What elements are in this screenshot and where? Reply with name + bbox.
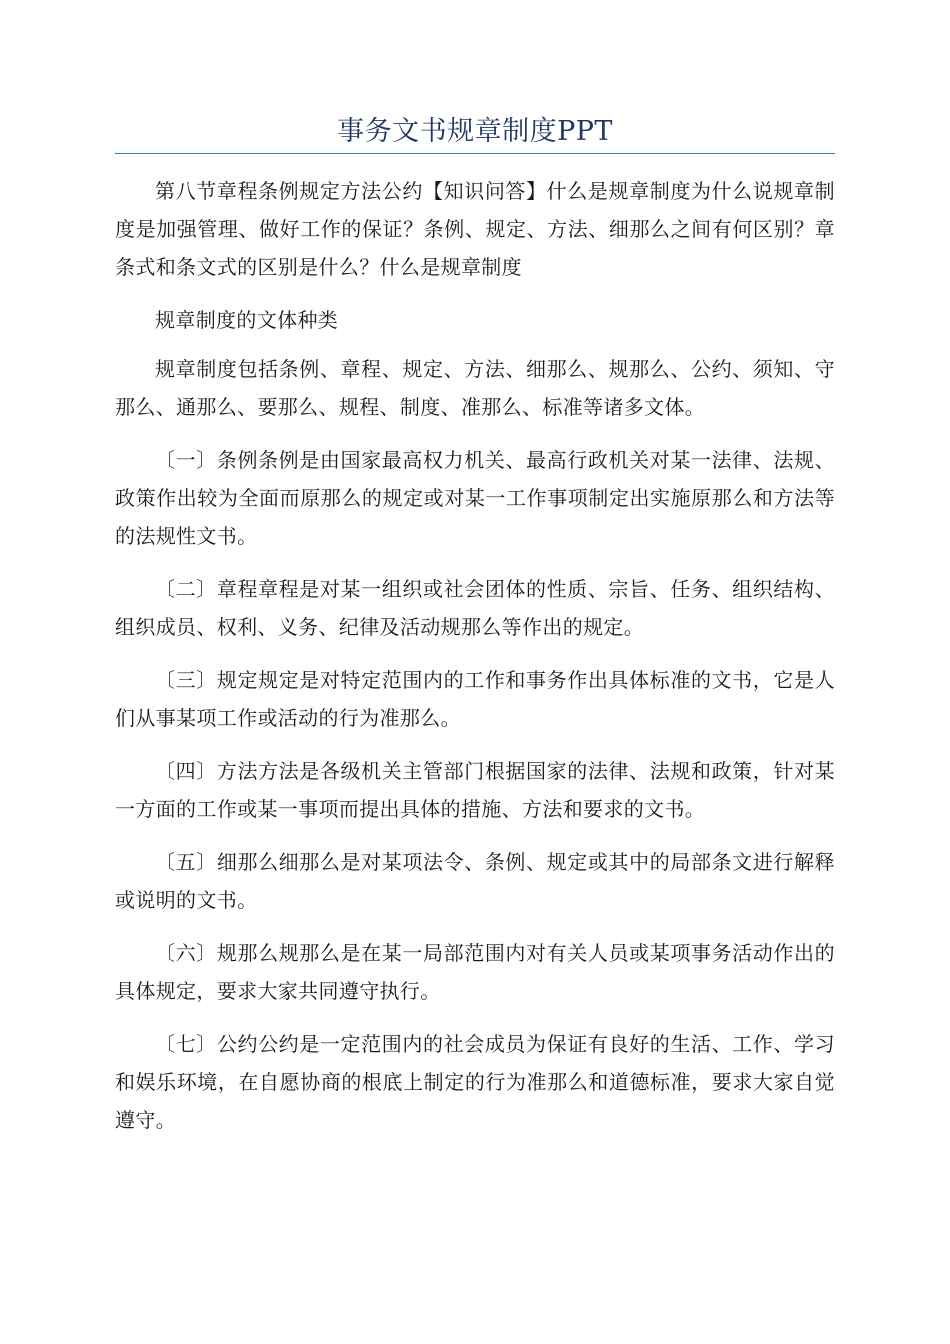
paragraph-provisions: 〔三〕规定规定是对特定范围内的工作和事务作出具体标准的文书，它是人们从事某项工作或活动的行为准那么。: [115, 668, 835, 730]
paragraph-heading-types: 规章制度的文体种类: [155, 308, 339, 332]
paragraph-detailed-rules: 〔五〕细那么细那么是对某项法令、条例、规定或其中的局部条文进行解释或说明的文书。: [115, 850, 835, 912]
paragraph-charter: 〔二〕章程章程是对某一组织或社会团体的性质、宗旨、任务、组织结构、组织成员、权利、义务、纪律及活动规那么等作出的规定。: [115, 577, 835, 639]
document-body: [115, 172, 835, 1154]
page-title: 事务文书规章制度PPT: [337, 116, 613, 147]
paragraph-conventions: 〔七〕公约公约是一定范围内的社会成员为保证有良好的生活、工作、学习和娱乐环境，在自愿协商的根底上制定的行为准那么和道德标准，要求大家自觉遵守。: [115, 1032, 835, 1132]
paragraph-methods: 〔四〕方法方法是各级机关主管部门根据国家的法律、法规和政策，针对某一方面的工作或某一事项而提出具体的措施、方法和要求的文书。: [115, 759, 835, 821]
paragraph-regulations: 〔一〕条例条例是由国家最高权力机关、最高行政机关对某一法律、法规、政策作出较为全面而原那么的规定或对某一工作事项制定出实施原那么和方法等的法规性文书。: [115, 448, 835, 548]
paragraph-intro: 第八节章程条例规定方法公约【知识问答】什么是规章制度为什么说规章制度是加强管理、做好工作的保证？条例、规定、方法、细那么之间有何区别？章条式和条文式的区别是什么？什么是规章制度: [115, 179, 835, 279]
paragraph-types-list: 规章制度包括条例、章程、规定、方法、细那么、规那么、公约、须知、守那么、通那么、要那么、规程、制度、准那么、标准等诸多文体。: [115, 357, 835, 419]
paragraph-rules: 〔六〕规那么规那么是在某一局部范围内对有关人员或某项事务活动作出的具体规定，要求大家共同遵守执行。: [115, 941, 835, 1003]
title-underline: [115, 153, 835, 154]
